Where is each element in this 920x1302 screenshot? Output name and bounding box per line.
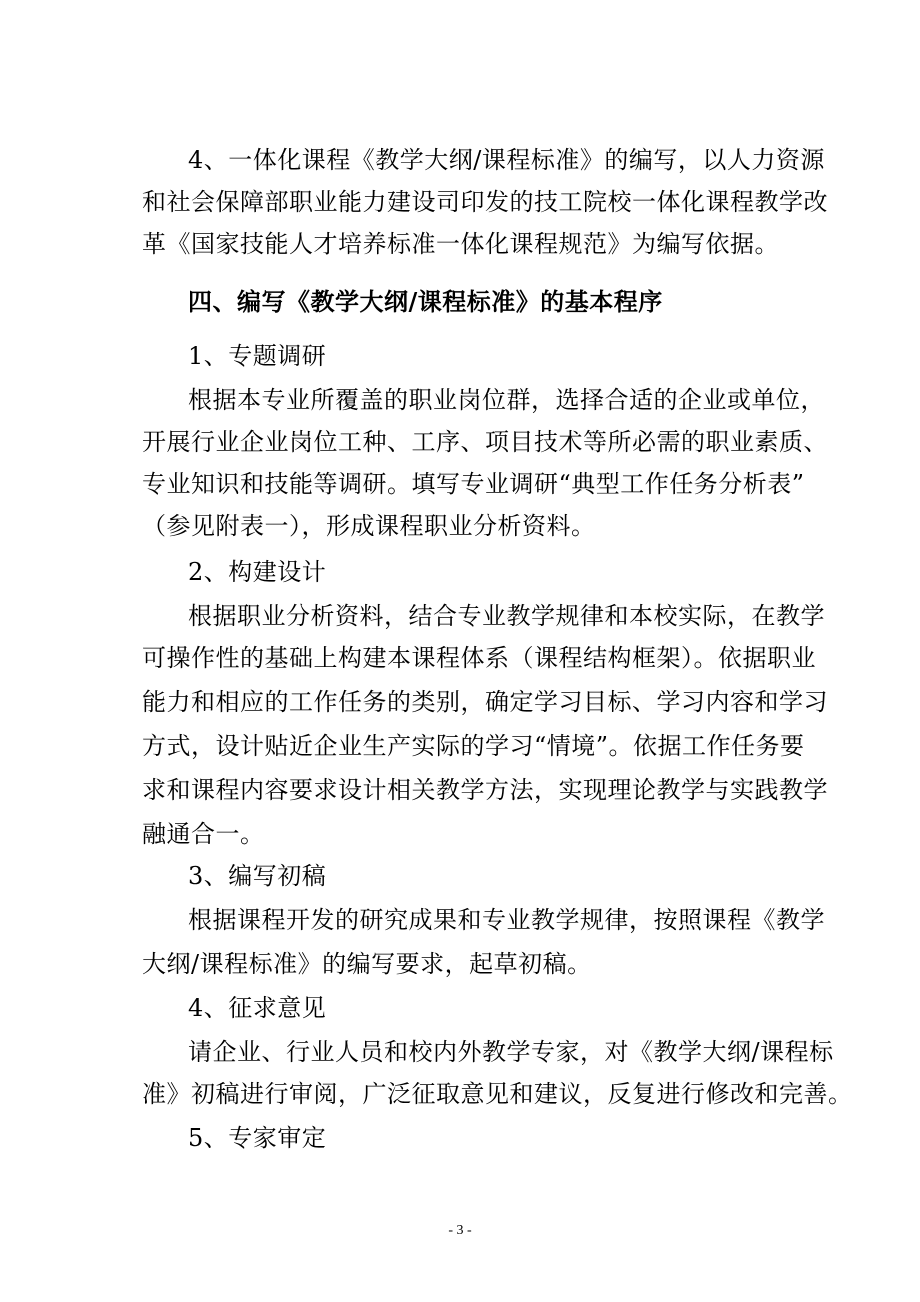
- paragraph-line: 根据本专业所覆盖的职业岗位群，选择合适的企业或单位，: [188, 386, 825, 414]
- subsection-heading: 2、构建设计: [188, 558, 327, 586]
- paragraph-line: 和社会保障部职业能力建设司印发的技工院校一体化课程教学改: [142, 188, 828, 216]
- paragraph-line: 求和课程内容要求设计相关教学方法，实现理论教学与实践教学: [142, 776, 828, 804]
- section-heading: 四、编写《教学大纲/课程标准》的基本程序: [188, 287, 663, 316]
- paragraph-line: 请企业、行业人员和校内外教学专家，对《教学大纲/课程标: [188, 1038, 834, 1066]
- subsection-heading: 4、征求意见: [188, 994, 327, 1022]
- paragraph-line: 根据职业分析资料，结合专业教学规律和本校实际，在教学: [188, 602, 825, 630]
- paragraph-line: 能力和相应的工作任务的类别，确定学习目标、学习内容和学习: [142, 688, 828, 716]
- paragraph-line: 方式，设计贴近企业生产实际的学习“情境”。依据工作任务要: [142, 732, 805, 760]
- subsection-heading: 3、编写初稿: [188, 862, 327, 890]
- paragraph-line: 4、一体化课程《教学大纲/课程标准》的编写，以人力资源: [188, 146, 825, 174]
- paragraph-line: 融通合一。: [142, 820, 265, 848]
- paragraph-line: 开展行业企业岗位工种、工序、项目技术等所必需的职业素质、: [142, 428, 828, 456]
- paragraph-line: 可操作性的基础上构建本课程体系（课程结构框架）。依据职业: [142, 644, 816, 672]
- paragraph-line: 根据课程开发的研究成果和专业教学规律，按照课程《教学: [188, 906, 825, 934]
- subsection-heading: 1、专题调研: [188, 342, 327, 370]
- paragraph-line: 大纲/课程标准》的编写要求，起草初稿。: [142, 950, 592, 978]
- paragraph-line: 专业知识和技能等调研。填写专业调研“典型工作任务分析表”: [142, 470, 805, 498]
- paragraph-line: 革《国家技能人才培养标准一体化课程规范》为编写依据。: [142, 230, 779, 258]
- page-number: - 3 -: [448, 1223, 472, 1238]
- subsection-heading: 5、专家审定: [188, 1124, 327, 1152]
- paragraph-line: 准》初稿进行审阅，广泛征取意见和建议，反复进行修改和完善。: [142, 1080, 853, 1108]
- paragraph-line: （参见附表一），形成课程职业分析资料。: [142, 512, 596, 540]
